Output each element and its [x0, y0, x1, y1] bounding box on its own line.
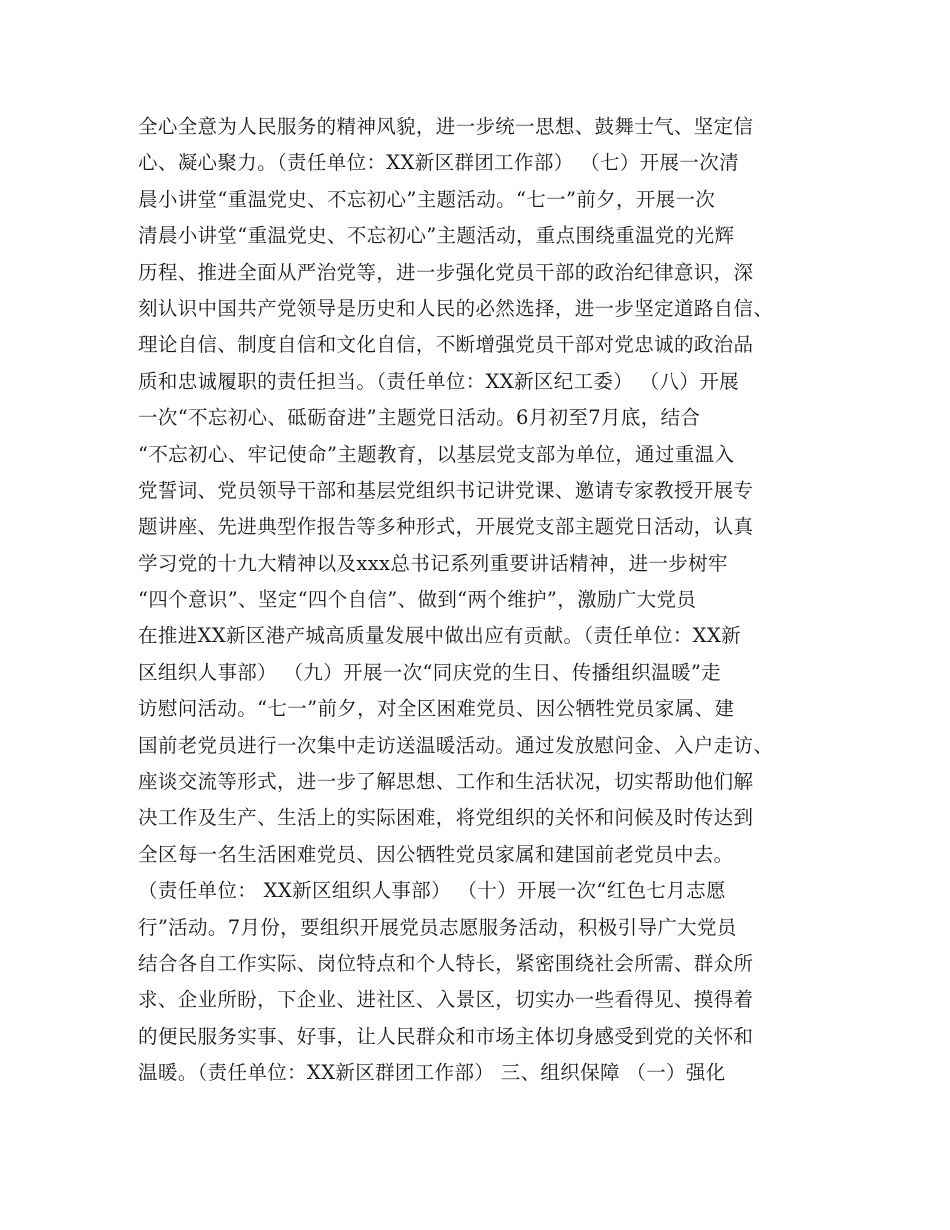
text-line: 心、凝心聚力。（责任单位：XX新区群团工作部） （七）开展一次清	[138, 151, 739, 175]
text-line: 清晨小讲堂“重温党史、不忘初心”主题活动，重点围绕重温党的光辉	[138, 224, 735, 248]
text-line: 座谈交流等形式，进一步了解思想、工作和生活状况，切实帮助他们解	[138, 770, 754, 794]
text-line: 结合各自工作实际、岗位特点和个人特长，紧密围绕社会所需、群众所	[138, 951, 754, 975]
text-line: 学习党的十九大精神以及xxx总书记系列重要讲话精神，进一步树牢	[138, 551, 728, 575]
text-line: 一次“不忘初心、砥砺奋进”主题党日活动。6月初至7月底，结合	[138, 406, 701, 430]
text-line: 全心全意为人民服务的精神风貌，进一步统一思想、鼓舞士气、坚定信	[138, 115, 754, 138]
text-line: 全区每一名生活困难党员、因公牺牲党员家属和建国前老党员中去。	[138, 842, 734, 866]
text-line: 国前老党员进行一次集中走访送温暖活动。通过发放慰问金、入户走访、	[138, 733, 774, 757]
text-line: 质和忠诚履职的责任担当。（责任单位：XX新区纪工委） （八）开展	[138, 369, 739, 393]
text-line: 决工作及生产、生活上的实际困难，将党组织的关怀和问候及时传达到	[138, 806, 754, 830]
text-line: 理论自信、制度自信和文化自信，不断增强党员干部对党忠诚的政治品	[138, 333, 754, 357]
text-line: 刻认识中国共产党领导是历史和人民的必然选择，进一步坚定道路自信、	[138, 296, 774, 320]
text-line: 行”活动。7月份，要组织开展党员志愿服务活动，积极引导广大党员	[138, 915, 737, 939]
text-line: 求、企业所盼，下企业、进社区、入景区，切实办一些看得见、摸得着	[138, 988, 754, 1012]
text-line: 温暖。（责任单位：XX新区群团工作部） 三、组织保障 （一）强化	[138, 1061, 726, 1085]
text-line: “四个意识”、坚定“四个自信”、做到“两个维护”，激励广大党员	[138, 588, 697, 612]
text-line: 历程、推进全面从严治党等，进一步强化党员干部的政治纪律意识，深	[138, 260, 754, 284]
text-line: 党誓词、党员领导干部和基层党组织书记讲党课、邀请专家教授开展专	[138, 478, 754, 502]
text-line: 区组织人事部） （九）开展一次“同庆党的生日、传播组织温暖”走	[138, 660, 721, 684]
text-line: “不忘初心、牢记使命”主题教育，以基层党支部为单位，通过重温入	[138, 442, 735, 466]
text-line: 晨小讲堂“重温党史、不忘初心”主题活动。“七一”前夕，开展一次	[138, 187, 716, 211]
text-line: （责任单位： XX新区组织人事部） （十）开展一次“红色七月志愿	[138, 879, 726, 903]
text-line: 题讲座、先进典型作报告等多种形式，开展党支部主题党日活动，认真	[138, 515, 754, 539]
text-line: 访慰问活动。“七一”前夕，对全区困难党员、因公牺牲党员家属、建	[138, 697, 735, 721]
text-line: 在推进XX新区港产城高质量发展中做出应有贡献。（责任单位：XX新	[138, 624, 741, 648]
text-line: 的便民服务实事、好事，让人民群众和市场主体切身感受到党的关怀和	[138, 1024, 754, 1048]
body-text	[138, 109, 828, 1092]
